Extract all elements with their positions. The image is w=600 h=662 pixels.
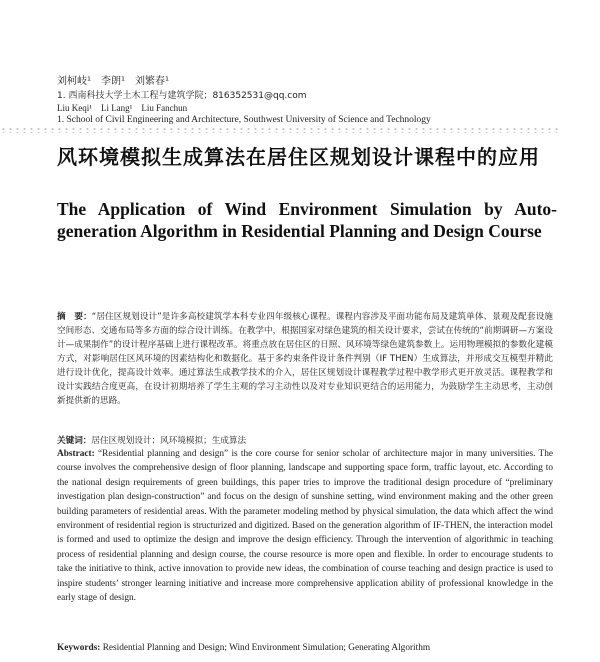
abstract-english <box>57 447 553 605</box>
keywords-english-text: Residential Planning and Design; Wind Environment Simulation; Generating Algorithm <box>102 643 431 653</box>
abstract-chinese-text: “居住区规划设计”是许多高校建筑学本科专业四年级核心课程。课程内容涉及平面功能布局及建筑单体、景观及配套设施空间形态、交通布局等多方面的综合设计训练。在教学中，根据国家对绿色建筑的相关设计要求，尝试在传统的“前期调研—方案设计—成果制作”的设计程序基础上进行课程改革。将重点放在居住区的日照、风环境等绿色建筑参数上。运用物理模拟的参数化建模方式，对影响居住区风环境的因素结构化和数据化。基于多约束条件设计条件判别（IF THEN）生成算法，并形成交互模型并精此进行设计优化，提高设计效率。通过算法生成教学技术的介入，居住区规划设计课程教学过程中教学形式更开放灵活。课程教学和设计实践结合度更高，在设计初期培养了学生主观的学习主动性以及对专业知识更结合的运用能力，为鼓励学生主动思考，主动创新提供新的思路。 <box>57 312 553 406</box>
keywords-chinese-label: 关键词： <box>57 436 92 446</box>
affiliation-chinese: 1. 西南科技大学土木工程与建筑学院；816352531@qq.com <box>57 91 307 101</box>
authors-english: Liu Keqi¹ Li Lang¹ Liu Fanchun <box>57 103 188 113</box>
keywords-chinese-text: 居住区规划设计；风环境模拟；生成算法 <box>91 436 247 446</box>
abstract-chinese <box>57 310 553 408</box>
title-chinese: 风环境模拟生成算法在居住区规划设计课程中的应用 <box>57 145 540 169</box>
keywords-chinese <box>57 434 553 448</box>
authors-chinese: 刘柯岐¹ 李朗¹ 刘繁春¹ <box>57 76 170 87</box>
keywords-english <box>57 641 557 655</box>
abstract-english-text: “Residential planning and design” is the core course for senior scholar of architecture major in many universities. The course involves the comprehensive design of floor planning, landscape and supporting space form, traffic layout, etc. According to the national design requirements of green buildings, this paper tries to improve the traditional design procedure of “preliminary investigation plan design-construction” and focus on the design of sunshine setting, wind environment making and the other green building parameters of residential areas. With the parameter modeling method by physical simulation, the data which affect the wind environment of residential region is structurized and digitized. Based on the generation algorithm of IF-THEN, the interaction model is formed and used to optimize the design and improve the design efficiency. Through the intervention of algorithmic in teaching process of residential planning and design course, the course resource is more open and flexible. In order to encourage students to take the initiative to think, active innovation to provide new ideas, the combination of course teaching and design practice is used to inspire students’ stronger learning initiative and increase more comprehensive application ability of professional knowledge in the early stage of design. <box>57 449 553 604</box>
abstract-chinese-label: 摘 要： <box>57 312 92 322</box>
title-english: The Application of Wind Environment Simulation by Auto-generation Algorithm in Residential Planning and Design Course <box>57 199 557 241</box>
keywords-english-label: Keywords: <box>57 643 101 653</box>
scan-noise-divider <box>0 127 560 133</box>
affiliation-english: 1. School of Civil Engineering and Architecture, Southwest University of Science and Technology <box>57 115 431 125</box>
abstract-english-label: Abstract: <box>57 449 95 459</box>
